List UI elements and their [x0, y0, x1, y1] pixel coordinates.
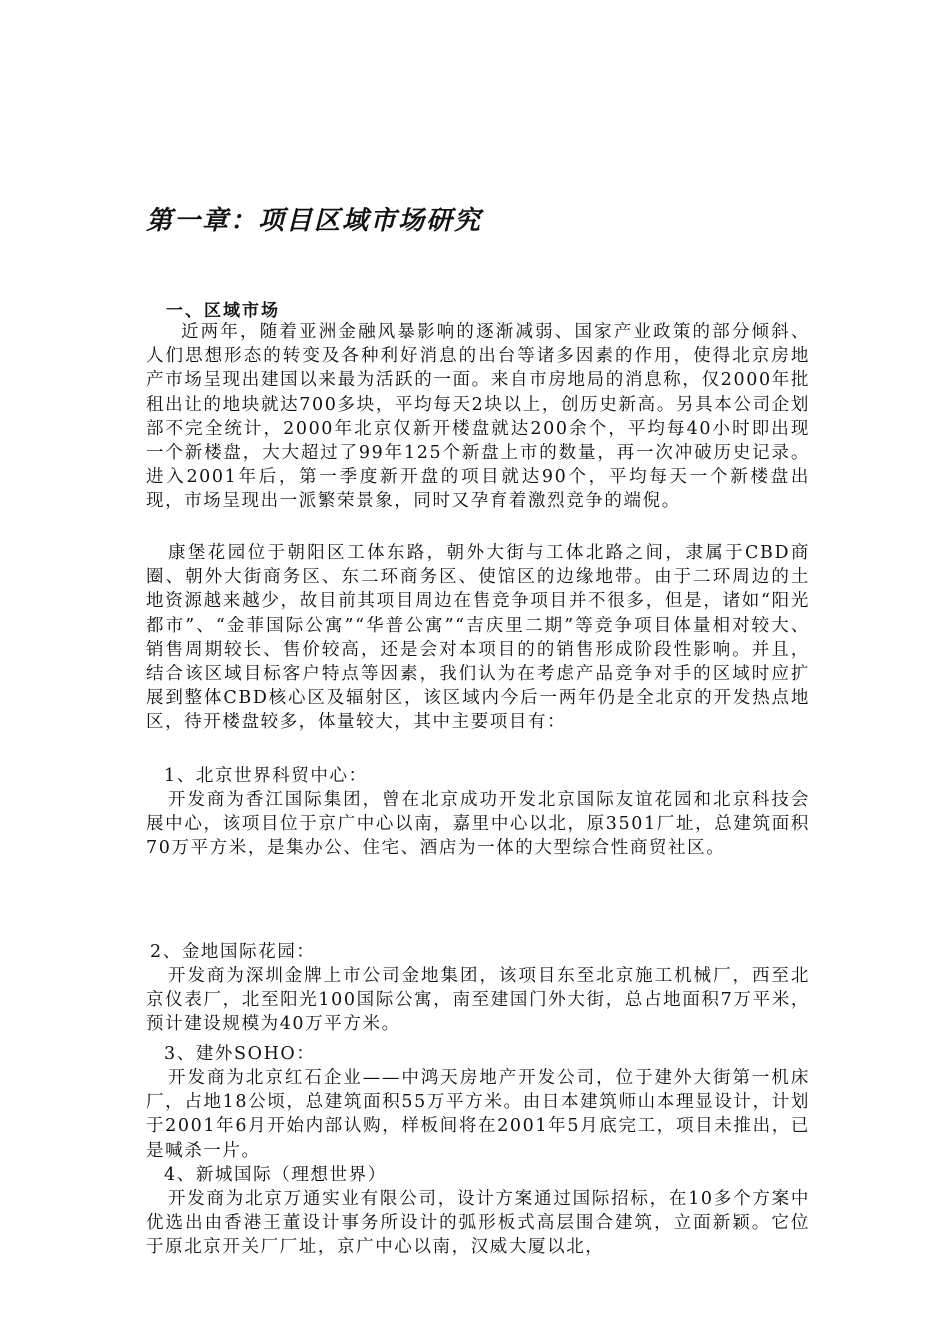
project-title: 3、建外SOHO：: [164, 1044, 316, 1064]
project-description: 开发商为深圳金牌上市公司金地集团，该项目东至北京施工机械厂，西至北京仪表厂，北至阳光100国际公寓，南至建国门外大街，总占地面积7万平米，预计建设规模为40万平方米。: [146, 966, 810, 1035]
project-description: 开发商为香江国际集团，曾在北京成功开发北京国际友谊花园和北京科技会展中心，该项目位于京广中心以南，嘉里中心以北，原3501厂址，总建筑面积70万平方米，是集办公、住宅、酒店为一体的大型综合性商贸社区。: [146, 790, 810, 859]
project-title: 2、金地国际花园：: [150, 942, 316, 962]
chapter-title: 第一章：项目区域市场研究: [146, 206, 483, 236]
section-heading: 一、区域市场: [166, 301, 280, 321]
project-description: 开发商为北京万通实业有限公司，设计方案通过国际招标，在10多个方案中优选出由香港王董设计事务所设计的弧形板式高层围合建筑，立面新颖。它位于原北京开关厂厂址，京广中心以南，汉威大厦以北，: [146, 1189, 810, 1258]
project-description: 开发商为北京红石企业——中鸿天房地产开发公司，位于建外大街第一机床厂，占地18公顷，总建筑面积55万平方米。由日本建筑师山本理显设计，计划于2001年6月开始内部认购，样板间将在2001年5月底完工，项目未推出，已是喊杀一片。: [146, 1068, 810, 1161]
project-title: 1、北京世界科贸中心：: [164, 766, 368, 786]
intro-paragraph: 近两年，随着亚洲金融风暴影响的逐渐减弱、国家产业政策的部分倾斜、人们思想形态的转变及各种利好消息的出台等诸多因素的作用，使得北京房地产市场呈现出建国以来最为活跃的一面。来自市房地局的消息称，仅2000年批租出让的地块就达700多块，平均每天2块以上，创历史新高。另具本公司企划部不完全统计，2000年北京仅新开楼盘就达200余个，平均每40小时即出现一个新楼盘，大大超过了99年125个新盘上市的数量，再一次冲破历史记录。进入2001年后，第一季度新开盘的项目就达90个，平均每天一个新楼盘出现，市场呈现出一派繁荣景象，同时又孕育着激烈竞争的端倪。: [146, 322, 810, 512]
market-overview-paragraph: 康堡花园位于朝阳区工体东路，朝外大街与工体北路之间，隶属于CBD商圈、朝外大街商务区、东二环商务区、使馆区的边缘地带。由于二环周边的土地资源越来越少，故目前其项目周边在售竞争项目并不很多，但是，诸如“阳光都市”、“金菲国际公寓”“华普公寓”“吉庆里二期”等竞争项目体量相对较大、销售周期较长、售价较高，还是会对本项目的的销售形成阶段性影响。并且，结合该区域目标客户特点等因素，我们认为在考虑产品竞争对手的区域时应扩展到整体CBD核心区及辐射区，该区域内今后一两年仍是全北京的开发热点地区，待开楼盘较多，体量较大，其中主要项目有：: [146, 543, 810, 733]
project-title: 4、新城国际（理想世界）: [164, 1165, 387, 1185]
